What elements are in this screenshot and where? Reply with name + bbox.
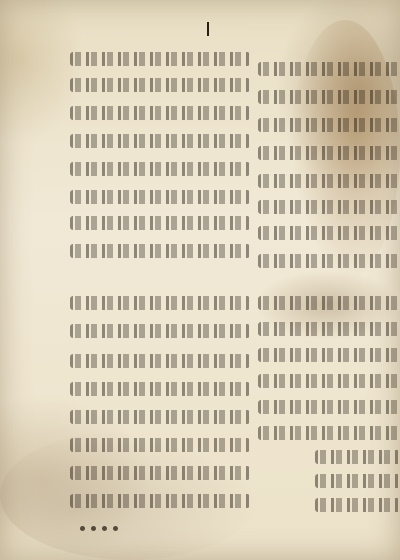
page-mark — [207, 22, 209, 36]
handwritten-line — [70, 128, 250, 154]
handwritten-line — [258, 492, 400, 518]
handwritten-line — [70, 290, 250, 316]
handwritten-line — [70, 432, 250, 458]
handwritten-line — [258, 112, 400, 138]
handwritten-line — [70, 72, 250, 98]
handwritten-line — [258, 84, 400, 110]
handwritten-line — [258, 56, 400, 82]
handwritten-line — [258, 420, 400, 446]
handwritten-line — [258, 342, 400, 368]
handwritten-line — [70, 488, 250, 514]
handwritten-line — [70, 404, 250, 430]
handwritten-line — [70, 460, 250, 486]
handwritten-line — [70, 376, 250, 402]
handwritten-line — [258, 248, 400, 274]
handwritten-line — [258, 368, 400, 394]
handwritten-line — [70, 46, 250, 72]
handwritten-line — [70, 238, 250, 264]
handwritten-line — [258, 194, 400, 220]
handwritten-line — [258, 394, 400, 420]
handwritten-line — [70, 184, 250, 210]
catchword-marks — [80, 516, 150, 530]
handwritten-line — [70, 318, 250, 344]
handwritten-line — [258, 316, 400, 342]
handwritten-line — [258, 468, 400, 494]
handwritten-line — [258, 290, 400, 316]
handwritten-line — [258, 140, 400, 166]
handwritten-line — [258, 168, 400, 194]
handwritten-line — [70, 210, 250, 236]
handwritten-line — [70, 156, 250, 182]
handwritten-line — [70, 348, 250, 374]
handwritten-line — [70, 100, 250, 126]
handwritten-line — [258, 220, 400, 246]
handwritten-line — [258, 444, 400, 470]
